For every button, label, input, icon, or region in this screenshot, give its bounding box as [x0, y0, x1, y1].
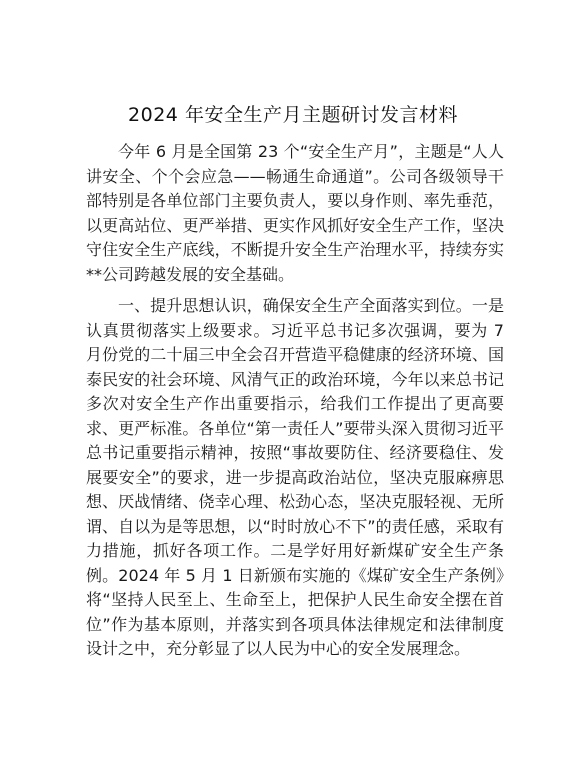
document-title: 2024 年安全生产月主题研讨发言材料 — [128, 104, 458, 126]
paragraph-intro: 今年 6 月是全国第 23 个“安全生产月”，主题是“人人讲安全、个个会应急——畅通生命通道”。公司各级领导干部特别是各单位部门主要负责人，要以身作则、率先垂范，以更高站位、更严举措、更实作风抓好安全生产工作，坚决守住安全生产底线，不断提升安全生产治理水平，持续夯实**公司跨越发展的安全基础。 — [86, 142, 504, 284]
document-body — [86, 140, 504, 662]
paragraph-section-one: 一、提升思想认识，确保安全生产全面落实到位。一是认真贯彻落实上级要求。习近平总书记多次强调，要为 7 月份党的二十届三中全会召开营造平稳健康的经济环境、国泰民安的社会环境、风清气正的政治环境，今年以来总书记多次对安全生产作出重要指示，给我们工作提出了更高要求、更严标准。各单位“第一责任人”要带头深入贯彻习近平总书记重要指示精神，按照“事故要防住、经济要稳住、发展要安全”的要求，进一步提高政治站位，坚决克服麻痹思想、厌战情绪、侥幸心理、松劲心态，坚决克服轻视、无所谓、自以为是等思想，以“时时放心不下”的责任感，采取有力措施，抓好各项工作。二是学好用好新煤矿安全生产条例。2024 年 5 月 1 日新颁布实施的《煤矿安全生产条例》将“坚持人民至上、生命至上，把保护人民生命安全摆在首位”作为基本原则，并落实到各项具体法律规定和法律制度设计之中，充分彰显了以人民为中心的安全发展理念。 — [86, 296, 504, 658]
